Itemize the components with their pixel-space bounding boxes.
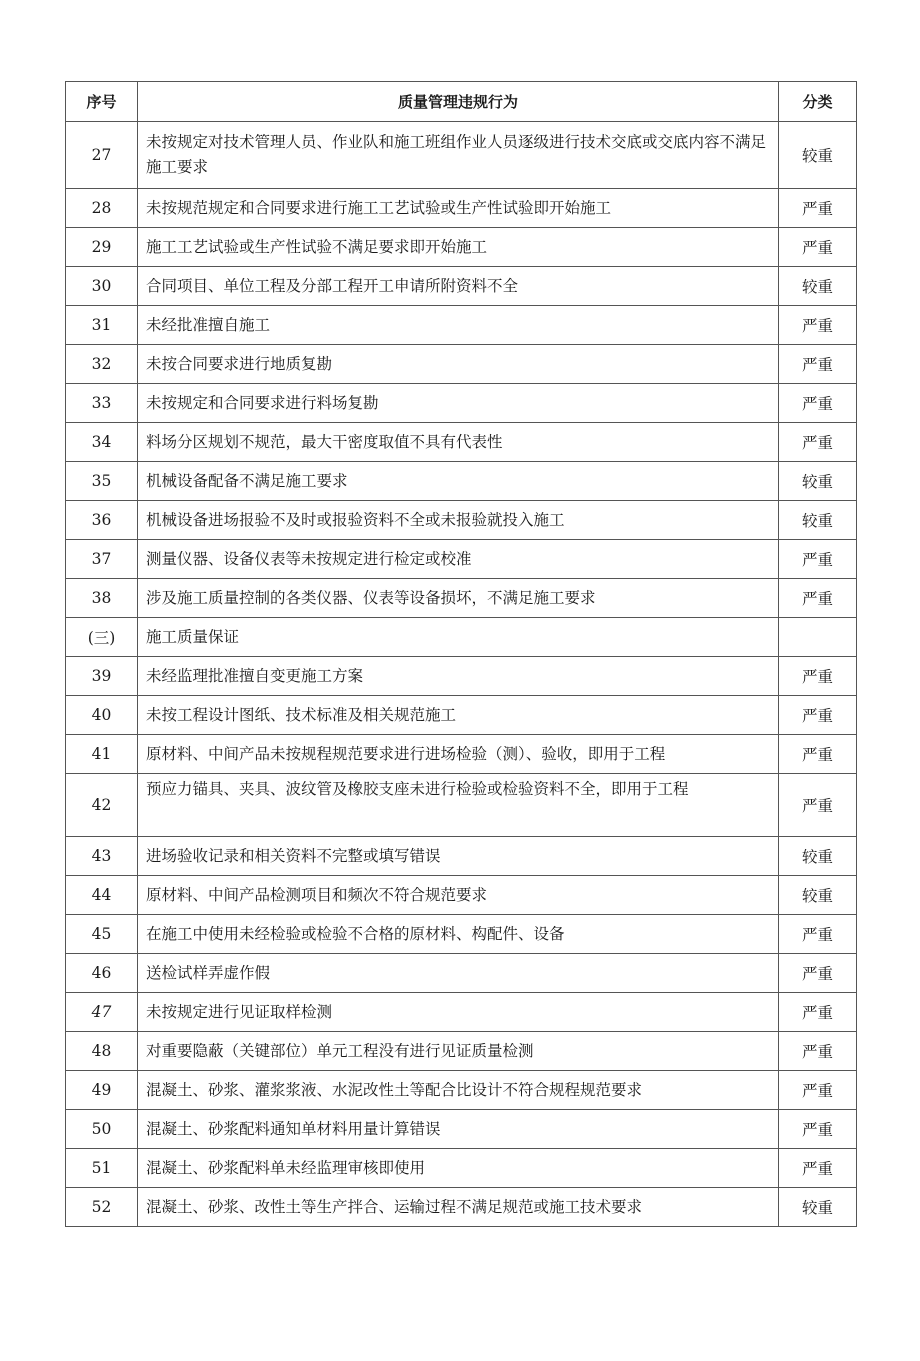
row-text: 送检试样弄虚作假 — [138, 954, 779, 993]
row-text: 未按规范规定和合同要求进行施工工艺试验或生产性试验即开始施工 — [138, 189, 779, 228]
row-category: 严重 — [779, 774, 857, 837]
row-text: 未按规定对技术管理人员、作业队和施工班组作业人员逐级进行技术交底或交底内容不满足施工要求 — [138, 122, 779, 189]
row-no: 44 — [66, 876, 138, 915]
section-title: 施工质量保证 — [138, 618, 779, 657]
row-text: 测量仪器、设备仪表等未按规定进行检定或校准 — [138, 540, 779, 579]
row-text: 涉及施工质量控制的各类仪器、仪表等设备损坏，不满足施工要求 — [138, 579, 779, 618]
row-category: 严重 — [779, 657, 857, 696]
row-category: 严重 — [779, 423, 857, 462]
row-no: 30 — [66, 267, 138, 306]
table-row — [66, 837, 857, 876]
row-text: 混凝土、砂浆配料通知单材料用量计算错误 — [138, 1110, 779, 1149]
row-no: 46 — [66, 954, 138, 993]
row-text: 合同项目、单位工程及分部工程开工申请所附资料不全 — [138, 267, 779, 306]
row-no: 45 — [66, 915, 138, 954]
row-category: 严重 — [779, 1110, 857, 1149]
row-no: 40 — [66, 696, 138, 735]
row-no: 38 — [66, 579, 138, 618]
row-category: 较重 — [779, 1188, 857, 1227]
row-category: 较重 — [779, 122, 857, 189]
row-text: 混凝土、砂浆配料单未经监理审核即使用 — [138, 1149, 779, 1188]
table-row — [66, 462, 857, 501]
table-row — [66, 267, 857, 306]
row-no: 29 — [66, 228, 138, 267]
row-no: 43 — [66, 837, 138, 876]
row-no: 27 — [66, 122, 138, 189]
table-row — [66, 345, 857, 384]
table-row — [66, 954, 857, 993]
row-category: 较重 — [779, 837, 857, 876]
row-no: 32 — [66, 345, 138, 384]
row-category: 严重 — [779, 954, 857, 993]
table-row — [66, 1032, 857, 1071]
row-category — [779, 618, 857, 657]
row-no: 34 — [66, 423, 138, 462]
row-no: 41 — [66, 735, 138, 774]
table-row — [66, 876, 857, 915]
row-category: 严重 — [779, 384, 857, 423]
row-text: 未按合同要求进行地质复勘 — [138, 345, 779, 384]
row-no: 42 — [66, 774, 138, 837]
table-row — [66, 915, 857, 954]
table-row — [66, 306, 857, 345]
row-text: 机械设备进场报验不及时或报验资料不全或未报验就投入施工 — [138, 501, 779, 540]
table-row — [66, 384, 857, 423]
row-category: 严重 — [779, 189, 857, 228]
section-row — [66, 618, 857, 657]
row-text: 在施工中使用未经检验或检验不合格的原材料、构配件、设备 — [138, 915, 779, 954]
row-no: 47 — [66, 993, 138, 1032]
row-text: 进场验收记录和相关资料不完整或填写错误 — [138, 837, 779, 876]
table-header-row — [66, 82, 857, 122]
table-row — [66, 540, 857, 579]
section-no: (三) — [66, 618, 138, 657]
row-category: 严重 — [779, 735, 857, 774]
row-category: 严重 — [779, 1071, 857, 1110]
table-row — [66, 774, 857, 837]
row-text: 原材料、中间产品检测项目和频次不符合规范要求 — [138, 876, 779, 915]
row-category: 较重 — [779, 501, 857, 540]
header-category: 分类 — [779, 82, 857, 122]
table-row — [66, 696, 857, 735]
row-category: 严重 — [779, 306, 857, 345]
row-no: 50 — [66, 1110, 138, 1149]
header-behavior: 质量管理违规行为 — [138, 82, 779, 122]
row-category: 较重 — [779, 876, 857, 915]
row-text: 未按工程设计图纸、技术标准及相关规范施工 — [138, 696, 779, 735]
table-row — [66, 1071, 857, 1110]
row-text: 混凝土、砂浆、改性土等生产拌合、运输过程不满足规范或施工技术要求 — [138, 1188, 779, 1227]
row-no: 35 — [66, 462, 138, 501]
table-row — [66, 1149, 857, 1188]
row-text: 料场分区规划不规范，最大干密度取值不具有代表性 — [138, 423, 779, 462]
row-category: 严重 — [779, 1149, 857, 1188]
row-no: 31 — [66, 306, 138, 345]
table-row — [66, 189, 857, 228]
row-no: 36 — [66, 501, 138, 540]
row-category: 严重 — [779, 579, 857, 618]
row-no: 39 — [66, 657, 138, 696]
table-row — [66, 735, 857, 774]
row-category: 严重 — [779, 915, 857, 954]
table-row — [66, 657, 857, 696]
row-text: 施工工艺试验或生产性试验不满足要求即开始施工 — [138, 228, 779, 267]
row-text: 预应力锚具、夹具、波纹管及橡胶支座未进行检验或检验资料不全，即用于工程 — [138, 774, 779, 837]
row-text: 混凝土、砂浆、灌浆浆液、水泥改性土等配合比设计不符合规程规范要求 — [138, 1071, 779, 1110]
table-row — [66, 1188, 857, 1227]
row-text: 原材料、中间产品未按规程规范要求进行进场检验（测）、验收，即用于工程 — [138, 735, 779, 774]
row-text: 未按规定进行见证取样检测 — [138, 993, 779, 1032]
table-row — [66, 122, 857, 189]
row-no: 49 — [66, 1071, 138, 1110]
row-text: 对重要隐蔽（关键部位）单元工程没有进行见证质量检测 — [138, 1032, 779, 1071]
row-category: 较重 — [779, 267, 857, 306]
row-category: 较重 — [779, 462, 857, 501]
row-category: 严重 — [779, 228, 857, 267]
table-row — [66, 1110, 857, 1149]
row-category: 严重 — [779, 993, 857, 1032]
row-category: 严重 — [779, 345, 857, 384]
row-no: 28 — [66, 189, 138, 228]
row-no: 51 — [66, 1149, 138, 1188]
table-row — [66, 228, 857, 267]
row-no: 52 — [66, 1188, 138, 1227]
violations-table — [65, 81, 857, 1227]
row-text: 未按规定和合同要求进行料场复勘 — [138, 384, 779, 423]
row-text: 未经批准擅自施工 — [138, 306, 779, 345]
table-row — [66, 993, 857, 1032]
row-category: 严重 — [779, 540, 857, 579]
table-row — [66, 579, 857, 618]
table-row — [66, 501, 857, 540]
row-text: 机械设备配备不满足施工要求 — [138, 462, 779, 501]
row-no: 48 — [66, 1032, 138, 1071]
row-category: 严重 — [779, 1032, 857, 1071]
row-no: 37 — [66, 540, 138, 579]
header-no: 序号 — [66, 82, 138, 122]
row-category: 严重 — [779, 696, 857, 735]
row-no: 33 — [66, 384, 138, 423]
row-text: 未经监理批准擅自变更施工方案 — [138, 657, 779, 696]
table-row — [66, 423, 857, 462]
